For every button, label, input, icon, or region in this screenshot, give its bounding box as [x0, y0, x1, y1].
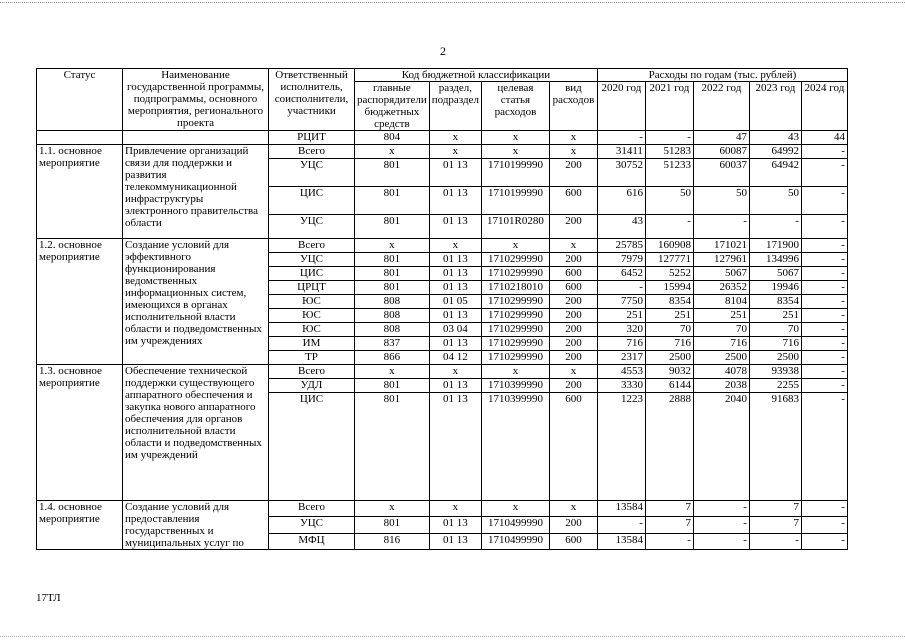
header-name: Наименование государственной программы, подпрограммы, основного мероприятия, регионального проекта [123, 69, 269, 131]
cell-section: 01 13 [429, 337, 481, 351]
cell-target-item: 1710218010 [481, 281, 549, 295]
cell-year-2021: 50 [645, 187, 693, 215]
cell-target-item: х [481, 145, 549, 159]
cell-year-2024: - [801, 309, 847, 323]
cell-expense-type: 600 [549, 267, 597, 281]
cell-responsible: ЦИС [269, 393, 355, 501]
cell-year-2023: 7 [749, 517, 801, 533]
cell-year-2020: 616 [597, 187, 645, 215]
cell-section: 01 13 [429, 267, 481, 281]
cell-year-2020: 716 [597, 337, 645, 351]
cell-responsible: Всего [269, 501, 355, 517]
cell-expense-type: 200 [549, 517, 597, 533]
cell-year-2022: - [693, 501, 749, 517]
cell-responsible: УЦС [269, 159, 355, 187]
cell-name: Создание условий для эффективного функционирования ведомственных информационных систем, имеющихся в органах исполнительной власти области и подведомственных им учреждениях [123, 239, 269, 365]
budget-table [36, 68, 848, 550]
cell-year-2021: - [645, 131, 693, 145]
cell-expense-type: х [549, 365, 597, 379]
header-target-item: целевая статья расходов [481, 82, 549, 131]
cell-main-manager: 801 [355, 393, 430, 501]
cell-year-2023: 93938 [749, 365, 801, 379]
cell-expense-type: 200 [549, 337, 597, 351]
cell-target-item: 1710399990 [481, 393, 549, 501]
cell-main-manager: 801 [355, 159, 430, 187]
cell-year-2024: - [801, 215, 847, 239]
table-row [37, 501, 848, 517]
cell-main-manager: 801 [355, 187, 430, 215]
cell-year-2021: 51233 [645, 159, 693, 187]
page-number: 2 [440, 44, 446, 58]
cell-year-2024: - [801, 517, 847, 533]
cell-main-manager: 801 [355, 517, 430, 533]
cell-year-2023: 91683 [749, 393, 801, 501]
cell-year-2022: - [693, 215, 749, 239]
cell-year-2020: - [597, 281, 645, 295]
cell-year-2024: - [801, 323, 847, 337]
header-year-2021: 2021 год [645, 82, 693, 131]
cell-responsible: ЮС [269, 309, 355, 323]
header-expense-type: вид расходов [549, 82, 597, 131]
cell-target-item: х [481, 501, 549, 517]
cell-year-2023: 19946 [749, 281, 801, 295]
cell-target-item: 1710299990 [481, 295, 549, 309]
cell-year-2021: 8354 [645, 295, 693, 309]
table-body [37, 131, 848, 550]
header-main-managers: главные распорядители бюджетных средств [355, 82, 430, 131]
cell-year-2022: 4078 [693, 365, 749, 379]
cell-target-item: 1710499990 [481, 533, 549, 549]
cell-year-2021: 127771 [645, 253, 693, 267]
cell-expense-type: х [549, 145, 597, 159]
cell-expense-type: 600 [549, 281, 597, 295]
cell-year-2024: - [801, 145, 847, 159]
cell-year-2021: 2500 [645, 351, 693, 365]
cell-expense-type: 200 [549, 379, 597, 393]
cell-section: х [429, 501, 481, 517]
cell-year-2022: 70 [693, 323, 749, 337]
cell-name [123, 131, 269, 145]
cell-year-2023: 64942 [749, 159, 801, 187]
cell-year-2024: - [801, 501, 847, 517]
cell-section: 04 12 [429, 351, 481, 365]
cell-year-2020: 30752 [597, 159, 645, 187]
cell-main-manager: 808 [355, 323, 430, 337]
header-year-2020: 2020 год [597, 82, 645, 131]
cell-main-manager: х [355, 239, 430, 253]
cell-year-2023: 8354 [749, 295, 801, 309]
cell-year-2023: 251 [749, 309, 801, 323]
cell-year-2020: 7750 [597, 295, 645, 309]
cell-year-2022: 26352 [693, 281, 749, 295]
cell-year-2024: - [801, 239, 847, 253]
cell-year-2023: - [749, 215, 801, 239]
cell-responsible: УЦС [269, 215, 355, 239]
cell-expense-type: 600 [549, 393, 597, 501]
cell-year-2020: 25785 [597, 239, 645, 253]
cell-year-2022: 60087 [693, 145, 749, 159]
cell-expense-type: 200 [549, 309, 597, 323]
cell-year-2023: 2500 [749, 351, 801, 365]
cell-year-2024: - [801, 159, 847, 187]
cell-year-2024: - [801, 393, 847, 501]
cell-expense-type: 200 [549, 159, 597, 187]
header-year-2023: 2023 год [749, 82, 801, 131]
cell-section: 01 13 [429, 533, 481, 549]
cell-target-item: 1710199990 [481, 187, 549, 215]
cell-main-manager: 801 [355, 267, 430, 281]
cell-section: 01 13 [429, 159, 481, 187]
cell-year-2022: 127961 [693, 253, 749, 267]
cell-year-2021: - [645, 215, 693, 239]
cell-responsible: УЦС [269, 517, 355, 533]
cell-expense-type: 200 [549, 351, 597, 365]
cell-responsible: ЦИС [269, 267, 355, 281]
header-responsible: Ответственный исполнитель, соисполнители, участники [269, 69, 355, 131]
cell-expense-type: х [549, 131, 597, 145]
cell-year-2021: 7 [645, 501, 693, 517]
cell-expense-type: 200 [549, 253, 597, 267]
cell-year-2022: 50 [693, 187, 749, 215]
cell-main-manager: х [355, 365, 430, 379]
cell-name: Привлечение организаций связи для поддержки и развития телекоммуникационной инфраструктуры электронного правительства области [123, 145, 269, 239]
cell-year-2020: 2317 [597, 351, 645, 365]
cell-year-2020: - [597, 131, 645, 145]
cell-year-2024: - [801, 533, 847, 549]
cell-section: 01 13 [429, 309, 481, 323]
cell-expense-type: 200 [549, 295, 597, 309]
cell-year-2024: - [801, 351, 847, 365]
table-row [37, 239, 848, 253]
cell-year-2024: - [801, 267, 847, 281]
cell-section: 01 13 [429, 253, 481, 267]
cell-responsible: ЦИС [269, 187, 355, 215]
cell-year-2021: 15994 [645, 281, 693, 295]
cell-year-2020: 31411 [597, 145, 645, 159]
cell-year-2022: 251 [693, 309, 749, 323]
cell-year-2021: 9032 [645, 365, 693, 379]
cell-section: 03 04 [429, 323, 481, 337]
cell-year-2023: 50 [749, 187, 801, 215]
cell-section: 01 13 [429, 379, 481, 393]
cell-year-2023: 5067 [749, 267, 801, 281]
table-row [37, 131, 848, 145]
header-budget-code: Код бюджетной классификации [355, 69, 598, 82]
cell-responsible: МФЦ [269, 533, 355, 549]
cell-main-manager: 801 [355, 253, 430, 267]
cell-year-2022: 2040 [693, 393, 749, 501]
cell-target-item: х [481, 239, 549, 253]
cell-section: 01 13 [429, 393, 481, 501]
header-year-2022: 2022 год [693, 82, 749, 131]
cell-status: 1.3. основное мероприятие [37, 365, 123, 501]
cell-year-2022: - [693, 517, 749, 533]
cell-expense-type: х [549, 239, 597, 253]
cell-section: 01 13 [429, 517, 481, 533]
cell-year-2021: 70 [645, 323, 693, 337]
cell-main-manager: 866 [355, 351, 430, 365]
cell-year-2024: 44 [801, 131, 847, 145]
cell-status [37, 131, 123, 145]
cell-section: х [429, 365, 481, 379]
cell-year-2023: 43 [749, 131, 801, 145]
cell-year-2021: 251 [645, 309, 693, 323]
table-row [37, 365, 848, 379]
cell-target-item: 1710299990 [481, 309, 549, 323]
cell-year-2020: 3330 [597, 379, 645, 393]
cell-year-2024: - [801, 295, 847, 309]
cell-status: 1.2. основное мероприятие [37, 239, 123, 365]
cell-year-2020: 1223 [597, 393, 645, 501]
cell-year-2022: 5067 [693, 267, 749, 281]
cell-responsible: УЦС [269, 253, 355, 267]
cell-year-2021: 6144 [645, 379, 693, 393]
bottom-scan-line [0, 636, 905, 637]
cell-main-manager: 801 [355, 281, 430, 295]
header-row-1 [37, 69, 848, 82]
cell-main-manager: 801 [355, 379, 430, 393]
cell-year-2021: 2888 [645, 393, 693, 501]
cell-year-2021: 51283 [645, 145, 693, 159]
cell-target-item: 1710299990 [481, 267, 549, 281]
cell-year-2020: 43 [597, 215, 645, 239]
cell-responsible: ТР [269, 351, 355, 365]
cell-year-2022: 716 [693, 337, 749, 351]
cell-year-2023: 70 [749, 323, 801, 337]
cell-section: х [429, 145, 481, 159]
cell-year-2020: - [597, 517, 645, 533]
cell-year-2020: 6452 [597, 267, 645, 281]
cell-responsible: ЮС [269, 323, 355, 337]
header-expenses: Расходы по годам (тыс. рублей) [597, 69, 847, 82]
cell-year-2022: 171021 [693, 239, 749, 253]
cell-expense-type: х [549, 501, 597, 517]
cell-main-manager: 804 [355, 131, 430, 145]
cell-year-2020: 251 [597, 309, 645, 323]
cell-year-2023: 64992 [749, 145, 801, 159]
cell-year-2021: 5252 [645, 267, 693, 281]
cell-year-2023: 134996 [749, 253, 801, 267]
header-year-2024: 2024 год [801, 82, 847, 131]
cell-responsible: УДЛ [269, 379, 355, 393]
cell-main-manager: 837 [355, 337, 430, 351]
cell-section: 01 05 [429, 295, 481, 309]
cell-target-item: 1710499990 [481, 517, 549, 533]
header-status: Статус [37, 69, 123, 131]
cell-status: 1.1. основное мероприятие [37, 145, 123, 239]
cell-year-2020: 7979 [597, 253, 645, 267]
cell-responsible: Всего [269, 365, 355, 379]
cell-expense-type: 200 [549, 215, 597, 239]
cell-year-2023: 2255 [749, 379, 801, 393]
cell-year-2022: 60037 [693, 159, 749, 187]
cell-expense-type: 600 [549, 533, 597, 549]
cell-year-2020: 320 [597, 323, 645, 337]
header-section: раздел, подраздел [429, 82, 481, 131]
cell-year-2021: - [645, 533, 693, 549]
footer-code: 17ТЛ [36, 592, 61, 604]
cell-target-item: 1710299990 [481, 253, 549, 267]
cell-section: х [429, 239, 481, 253]
cell-responsible: Всего [269, 145, 355, 159]
cell-main-manager: х [355, 501, 430, 517]
cell-year-2020: 13584 [597, 501, 645, 517]
cell-name: Создание условий для предоставления государственных и муниципальных услуг по [123, 501, 269, 550]
cell-section: 01 13 [429, 281, 481, 295]
cell-section: 01 13 [429, 215, 481, 239]
cell-year-2022: 47 [693, 131, 749, 145]
cell-year-2021: 716 [645, 337, 693, 351]
cell-responsible: ЮС [269, 295, 355, 309]
cell-target-item: 1710299990 [481, 337, 549, 351]
cell-year-2020: 4553 [597, 365, 645, 379]
cell-section: 01 13 [429, 187, 481, 215]
cell-year-2021: 160908 [645, 239, 693, 253]
cell-responsible: Всего [269, 239, 355, 253]
cell-expense-type: 200 [549, 323, 597, 337]
cell-main-manager: 808 [355, 309, 430, 323]
cell-target-item: 1710199990 [481, 159, 549, 187]
cell-target-item: х [481, 131, 549, 145]
cell-target-item: х [481, 365, 549, 379]
cell-year-2022: 2500 [693, 351, 749, 365]
cell-year-2022: 8104 [693, 295, 749, 309]
cell-year-2024: - [801, 253, 847, 267]
cell-year-2024: - [801, 187, 847, 215]
cell-main-manager: 801 [355, 215, 430, 239]
cell-year-2023: 7 [749, 501, 801, 517]
cell-year-2024: - [801, 379, 847, 393]
cell-target-item: 1710299990 [481, 351, 549, 365]
cell-year-2024: - [801, 365, 847, 379]
cell-name: Обеспечение технической поддержки существующего аппаратного обеспечения и закупка нового аппаратного обеспечения для органов исполнительной власти области и подведомственных им учреждений [123, 365, 269, 501]
cell-year-2020: 13584 [597, 533, 645, 549]
cell-responsible: РЦИТ [269, 131, 355, 145]
cell-year-2023: - [749, 533, 801, 549]
cell-status: 1.4. основное мероприятие [37, 501, 123, 550]
cell-main-manager: 808 [355, 295, 430, 309]
cell-expense-type: 600 [549, 187, 597, 215]
table-row [37, 145, 848, 159]
cell-responsible: ЦРЦТ [269, 281, 355, 295]
cell-year-2023: 171900 [749, 239, 801, 253]
cell-year-2024: - [801, 337, 847, 351]
cell-year-2023: 716 [749, 337, 801, 351]
cell-main-manager: 816 [355, 533, 430, 549]
top-scan-line [0, 2, 905, 6]
cell-main-manager: х [355, 145, 430, 159]
cell-target-item: 17101R0280 [481, 215, 549, 239]
cell-section: х [429, 131, 481, 145]
cell-year-2024: - [801, 281, 847, 295]
cell-year-2022: - [693, 533, 749, 549]
cell-target-item: 1710299990 [481, 323, 549, 337]
cell-year-2022: 2038 [693, 379, 749, 393]
cell-year-2021: 7 [645, 517, 693, 533]
cell-target-item: 1710399990 [481, 379, 549, 393]
cell-responsible: ИМ [269, 337, 355, 351]
